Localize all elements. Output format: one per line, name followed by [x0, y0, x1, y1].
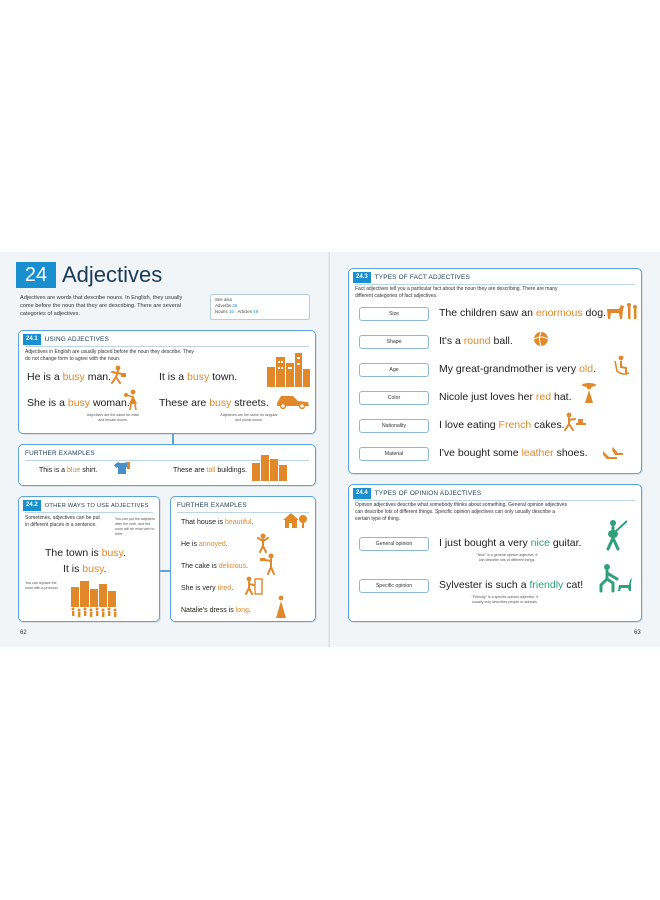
house-icon: [281, 511, 307, 529]
high-heel-shoes-icon: [601, 445, 625, 461]
section-number: 24.3: [353, 272, 371, 283]
see-also-line-3: Nouns 16 · Articles 49: [215, 309, 259, 314]
panel-header: [353, 272, 470, 283]
category-label-color: Color: [359, 391, 429, 405]
divider: [355, 284, 635, 285]
section-title: USING ADJECTIVES: [44, 336, 109, 343]
further-example: He is annoyed.: [181, 541, 228, 548]
example-sentence: I love eating French cakes.: [439, 419, 565, 431]
further-example: She is very tired.: [181, 585, 234, 592]
example-sentence: It is a busy town.: [159, 371, 238, 383]
annotation-note: "Nice" is a general opinion adjective. It can describe lots of different things.: [476, 553, 538, 562]
section-description: Adjectives in English are usually placed before the noun they describe. They do not change form to agree with the noun.: [25, 349, 194, 362]
tired-woman-icon: [241, 575, 263, 595]
further-example: The cake is delicious.: [181, 563, 248, 570]
example-sentence: I just bought a very nice guitar.: [439, 537, 582, 549]
panel-header: [23, 334, 109, 345]
section-title: TYPES OF OPINION ADJECTIVES: [374, 490, 482, 497]
chapter-intro: Adjectives are words that describe nouns. In English, they usually come before the noun that they are describing. There are several categories of adjectives.: [20, 295, 183, 317]
see-also-line-2: Adverbs 26: [215, 303, 238, 308]
panel-using-adjectives: [18, 330, 316, 434]
see-also-title: See also: [215, 297, 233, 302]
category-label-size: Size: [359, 307, 429, 321]
street-cars-icon: [275, 391, 311, 409]
dog-and-children-icon: [605, 301, 639, 321]
panel-header: [353, 488, 481, 499]
connector-line: [172, 434, 174, 444]
divider: [25, 346, 309, 347]
annoyed-man-icon: [255, 533, 271, 553]
panel-opinion-adjectives: [348, 484, 642, 622]
panel-fact-adjectives: [348, 268, 642, 474]
divider: [25, 512, 153, 513]
panel-header: [23, 500, 149, 511]
panel-header: [25, 448, 95, 459]
man-with-guitar-icon: [601, 519, 629, 551]
section-title: OTHER WAYS TO USE ADJECTIVES: [44, 502, 149, 509]
busy-man-icon: [107, 365, 127, 385]
further-example: These are tall buildings.: [173, 467, 247, 474]
book-spread: [0, 252, 660, 647]
old-woman-rocking-chair-icon: [611, 355, 631, 377]
example-sentence: It's a round ball.: [439, 335, 513, 347]
example-sentence: It is busy.: [63, 563, 107, 575]
left-page: [0, 252, 330, 647]
example-sentence: I've bought some leather shoes.: [439, 447, 588, 459]
page-number-left: 62: [20, 630, 27, 636]
divider: [355, 500, 635, 501]
section-description: Opinion adjectives describe what somebody thinks about something. General opinion adjectives can describe lots of different things. Specific opinion adjectives can only usually describe a certain type of thing.: [355, 502, 568, 522]
example-sentence: He is a busy man.: [27, 371, 112, 383]
section-description: Sometimes, adjectives can be put in different places in a sentence.: [25, 515, 100, 528]
category-label-nationality: Nationality: [359, 419, 429, 433]
town-buildings-icon: [265, 353, 311, 387]
example-sentence: She is a busy woman.: [27, 397, 130, 409]
long-dress-icon: [273, 595, 289, 619]
further-example: Natalie's dress is long.: [181, 607, 251, 614]
category-label-age: Age: [359, 363, 429, 377]
further-example: This is a blue shirt.: [39, 467, 98, 474]
chapter-title: Adjectives: [62, 262, 163, 287]
example-sentence: These are busy streets.: [159, 397, 269, 409]
chapter-number: 24: [16, 262, 56, 288]
category-label-specific-opinion: Specific opinion: [359, 579, 429, 593]
section-title: FURTHER EXAMPLES: [177, 502, 247, 509]
annotation-note: You can replace the noun with a pronoun.: [25, 581, 59, 590]
tall-buildings-icon: [251, 453, 289, 481]
section-number: 24.2: [23, 500, 41, 511]
person-eating-cake-icon: [259, 553, 279, 575]
section-number: 24.4: [353, 488, 371, 499]
panel-header: [177, 500, 247, 511]
panel-other-ways: [18, 496, 160, 622]
page-number-right: 63: [634, 630, 641, 636]
see-also-box: [210, 294, 310, 320]
crowded-town-icon: [67, 581, 123, 617]
annotation-note: Adjectives are the same for singular and plural nouns.: [220, 413, 278, 422]
woman-with-hat-icon: [579, 381, 599, 405]
panel-further-examples-1: [18, 444, 316, 486]
example-sentence: The children saw an enormous dog.: [439, 307, 606, 319]
section-title: TYPES OF FACT ADJECTIVES: [374, 274, 470, 281]
person-petting-cat-icon: [597, 563, 633, 593]
example-sentence: Nicole just loves her red hat.: [439, 391, 572, 403]
section-number: 24.1: [23, 334, 41, 345]
section-description: Fact adjectives tell you a particular fact about the noun they are describing. There are many different categories of fact adjectives.: [355, 286, 558, 299]
example-sentence: Sylvester is such a friendly cat!: [439, 579, 584, 591]
shirt-icon: [113, 461, 131, 475]
annotation-note: Adjectives are the same for male and female nouns.: [86, 413, 140, 422]
busy-woman-icon: [123, 389, 143, 411]
section-title: FURTHER EXAMPLES: [25, 450, 95, 457]
annotation-note: You can put the adjective after the verb, and the noun will be what verb to refer.: [115, 517, 156, 536]
example-sentence: The town is busy.: [45, 547, 126, 559]
annotation-note: "Friendly" is a specific opinion adjective. It usually only describes people or animals.: [471, 595, 539, 604]
category-label-shape: Shape: [359, 335, 429, 349]
panel-further-examples-2: [170, 496, 316, 622]
category-label-material: Material: [359, 447, 429, 461]
further-example: That house is beautiful.: [181, 519, 254, 526]
person-eating-icon: [561, 411, 587, 431]
ball-icon: [533, 331, 549, 347]
category-label-general-opinion: General opinion: [359, 537, 429, 551]
right-page: [330, 252, 660, 647]
connector-line: [160, 570, 170, 572]
example-sentence: My great-grandmother is very old.: [439, 363, 596, 375]
